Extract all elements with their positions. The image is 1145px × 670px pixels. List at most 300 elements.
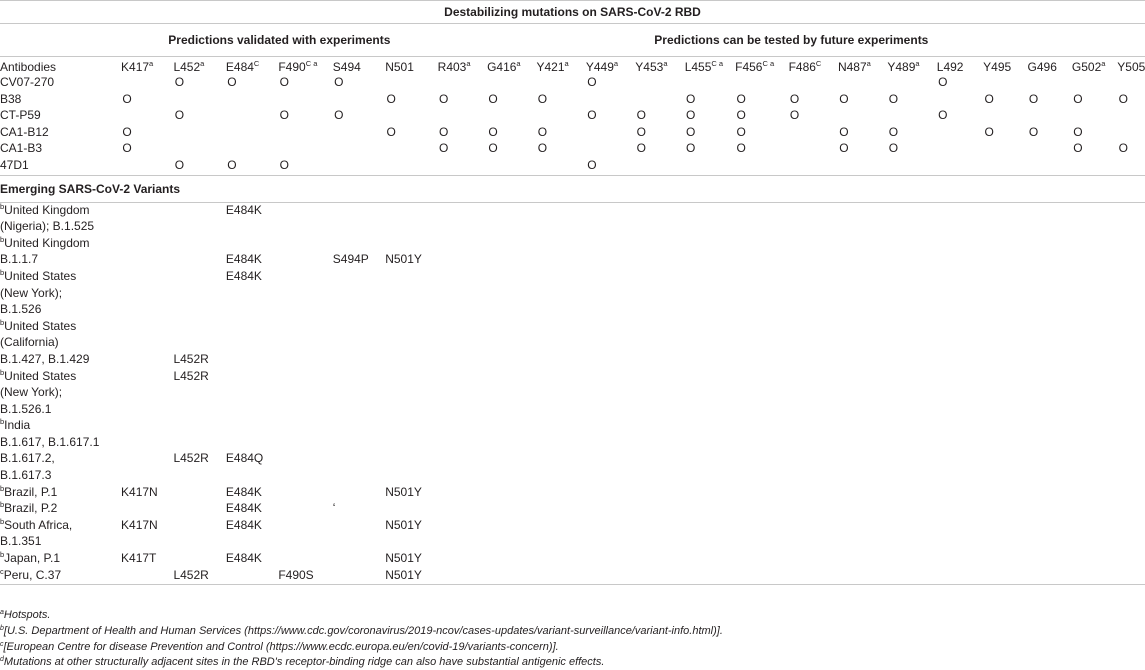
superscript: C a: [305, 59, 318, 68]
superscript: a: [613, 59, 619, 68]
mark-cell: [536, 75, 585, 92]
empty-cell: [586, 402, 635, 419]
variant-mutation: [121, 534, 173, 551]
variant-mutation: [385, 501, 437, 518]
variant-mutation: [173, 302, 225, 319]
variant-row: [0, 451, 1145, 468]
variant-name-text: (California): [0, 335, 59, 350]
antibody-name: B38: [0, 91, 22, 106]
empty-cell: [789, 568, 838, 585]
empty-cell: [937, 252, 983, 269]
mark-cell: [735, 92, 788, 109]
empty-cell: [635, 435, 684, 452]
superscript: a: [200, 59, 205, 68]
mutation-text: F490S: [278, 567, 314, 582]
variant-mutation: [121, 202, 173, 219]
empty-cell: [887, 252, 936, 269]
group-validated: Predictions validated with experiments: [168, 33, 391, 47]
destabilizing-mark: O: [1118, 91, 1128, 106]
empty-cell: [1028, 501, 1072, 518]
mark-cell: [438, 75, 487, 92]
mark-cell: [333, 141, 385, 158]
empty-cell: [1028, 302, 1072, 319]
destabilizing-mark: O: [1073, 124, 1083, 139]
empty-cell: [1072, 402, 1117, 419]
empty-cell: [838, 501, 887, 518]
variant-name-text: United States: [4, 268, 77, 283]
destabilizing-mark: O: [1028, 124, 1039, 139]
variant-name: [0, 501, 121, 518]
empty-cell: [838, 269, 887, 286]
empty-cell: [789, 236, 838, 253]
empty-cell: [1072, 302, 1117, 319]
mark-cell: [789, 108, 838, 125]
empty-cell: [937, 286, 983, 303]
mark-cell: [735, 158, 788, 175]
empty-cell: [838, 286, 887, 303]
destabilizing-mark: O: [279, 75, 289, 89]
empty-cell: [983, 369, 1027, 386]
empty-cell: [487, 485, 536, 502]
mutation-text: E484K: [225, 501, 262, 516]
empty-cell: [1028, 202, 1072, 219]
empty-cell: [887, 568, 936, 585]
empty-cell: [586, 468, 635, 485]
empty-cell: [789, 252, 838, 269]
empty-cell: [887, 385, 936, 402]
empty-cell: [536, 534, 585, 551]
empty-cell: [685, 501, 735, 518]
destabilizing-mark: O: [1028, 91, 1039, 106]
variant-row: [0, 534, 1145, 551]
empty-cell: [937, 202, 983, 219]
destabilizing-mark: O: [279, 157, 289, 172]
variant-mutation: [121, 451, 173, 468]
mark-cell: [385, 108, 437, 125]
empty-cell: [735, 269, 788, 286]
empty-cell: [735, 485, 788, 502]
variant-mutation: [173, 202, 225, 219]
empty-cell: [1028, 418, 1072, 435]
destabilizing-mark: O: [636, 141, 646, 156]
mark-cell: [173, 125, 225, 142]
mark-cell: [173, 158, 225, 175]
variant-mutation: [385, 319, 437, 336]
empty-cell: [586, 219, 635, 236]
empty-cell: [937, 418, 983, 435]
antibody-row: [0, 158, 1145, 175]
empty-cell: [635, 501, 684, 518]
empty-cell: [685, 335, 735, 352]
variant-row: [0, 202, 1145, 219]
variant-row: [0, 485, 1145, 502]
empty-cell: [1117, 518, 1145, 535]
variant-mutation: [173, 319, 225, 336]
empty-cell: [983, 352, 1027, 369]
mark-cell: [536, 92, 585, 109]
empty-cell: [586, 451, 635, 468]
variant-name: [0, 485, 121, 502]
variant-mutation: [226, 236, 278, 253]
empty-cell: [536, 435, 585, 452]
antibody-name: CA1-B3: [0, 141, 43, 156]
empty-cell: [937, 385, 983, 402]
empty-cell: [789, 551, 838, 568]
antibody-name: 47D1: [0, 157, 29, 172]
mark-cell: [121, 125, 173, 142]
column-label: L455: [684, 60, 712, 74]
empty-cell: [536, 219, 585, 236]
empty-cell: [487, 302, 536, 319]
empty-cell: [735, 335, 788, 352]
variant-name: [0, 468, 121, 485]
column-label: F490: [278, 60, 306, 74]
empty-cell: [487, 418, 536, 435]
mark-cell: [1117, 158, 1145, 175]
empty-cell: [438, 385, 487, 402]
empty-cell: [438, 219, 487, 236]
empty-cell: [887, 335, 936, 352]
mark-cell: [173, 92, 225, 109]
empty-cell: [983, 468, 1027, 485]
empty-cell: [487, 468, 536, 485]
variant-row: [0, 352, 1145, 369]
empty-cell: [685, 302, 735, 319]
destabilizing-mark: O: [984, 124, 994, 139]
empty-cell: [937, 219, 983, 236]
empty-cell: [635, 534, 684, 551]
empty-cell: [1072, 435, 1117, 452]
empty-cell: [438, 485, 487, 502]
mark-cell: [1117, 75, 1145, 92]
superscript: C a: [762, 59, 775, 68]
empty-cell: [937, 501, 983, 518]
mark-cell: [1072, 141, 1117, 158]
empty-cell: [635, 402, 684, 419]
mark-cell: [487, 141, 536, 158]
destabilizing-mark: O: [636, 108, 646, 123]
empty-cell: [838, 302, 887, 319]
empty-cell: [1072, 551, 1117, 568]
destabilizing-mark: O: [686, 91, 696, 106]
variant-name-text: B.1.427, B.1.429: [0, 351, 90, 366]
variant-mutation: [333, 369, 385, 386]
destabilizing-mark: O: [334, 75, 344, 89]
mutation-text: K417T: [121, 551, 157, 566]
column-label: F486: [788, 60, 816, 74]
variant-mutation: [333, 286, 385, 303]
mark-cell: [635, 141, 684, 158]
mutation-text: L452R: [173, 351, 209, 366]
mark-cell: [278, 108, 332, 125]
empty-cell: [887, 534, 936, 551]
variant-mutation: [278, 319, 332, 336]
empty-cell: [983, 568, 1027, 585]
variant-mutation: [278, 468, 332, 485]
variant-mutation: [278, 385, 332, 402]
empty-cell: [1117, 568, 1145, 585]
variant-row: [0, 286, 1145, 303]
variant-mutation: [385, 534, 437, 551]
variant-row: [0, 402, 1145, 419]
destabilizing-mark: O: [279, 108, 289, 123]
mark-cell: [173, 75, 225, 92]
mutation-text: N501Y: [385, 252, 422, 267]
destabilizing-mark: O: [537, 91, 548, 106]
mark-cell: [635, 108, 684, 125]
empty-cell: [937, 435, 983, 452]
destabilizing-mark: O: [174, 108, 185, 123]
empty-cell: [789, 286, 838, 303]
variant-mutation: [121, 319, 173, 336]
variant-mutation: [226, 485, 278, 502]
empty-cell: [487, 551, 536, 568]
empty-cell: [685, 385, 735, 402]
variant-name: [0, 202, 121, 219]
destabilizing-mark: O: [686, 108, 696, 123]
mutation-text: K417N: [121, 517, 158, 532]
variant-row: [0, 252, 1145, 269]
variant-mutation: [121, 369, 173, 386]
variant-mutation: [385, 202, 437, 219]
empty-cell: [735, 551, 788, 568]
mark-cell: [1072, 158, 1117, 175]
variant-mutation: [226, 402, 278, 419]
destabilizing-mark: O: [839, 91, 849, 106]
table-title: Destabilizing mutations on SARS-CoV-2 RBD: [444, 5, 701, 19]
empty-cell: [487, 202, 536, 219]
column-label: Y453: [635, 60, 664, 74]
empty-cell: [937, 551, 983, 568]
antibody-row: [0, 108, 1145, 125]
mark-cell: [487, 75, 536, 92]
mark-cell: [983, 125, 1027, 142]
empty-cell: [735, 518, 788, 535]
variant-mutation: [226, 352, 278, 369]
variant-mutation: [226, 202, 278, 219]
empty-cell: [586, 551, 635, 568]
empty-cell: [1072, 501, 1117, 518]
empty-cell: [937, 302, 983, 319]
mark-cell: [789, 75, 838, 92]
column-label: Antibodies: [0, 60, 57, 74]
variant-mutation: [333, 402, 385, 419]
mark-cell: [586, 158, 635, 175]
column-label: G496: [1027, 60, 1057, 74]
empty-cell: [635, 252, 684, 269]
empty-cell: [487, 534, 536, 551]
variant-name-text: B.1.617.2,: [0, 451, 55, 466]
empty-cell: [536, 418, 585, 435]
variants-heading: Emerging SARS-CoV-2 Variants: [0, 181, 181, 196]
empty-cell: [937, 352, 983, 369]
mutation-text: ʻ: [332, 501, 336, 516]
empty-cell: [536, 485, 585, 502]
empty-cell: [438, 501, 487, 518]
variant-mutation: [121, 551, 173, 568]
empty-cell: [838, 236, 887, 253]
column-header: [635, 57, 684, 76]
empty-cell: [685, 534, 735, 551]
empty-cell: [887, 352, 936, 369]
superscript: d: [0, 656, 4, 663]
empty-cell: [1117, 534, 1145, 551]
superscript: b: [0, 234, 5, 244]
empty-cell: [735, 319, 788, 336]
empty-cell: [1028, 402, 1072, 419]
empty-cell: [1072, 418, 1117, 435]
superscript: b: [0, 417, 5, 427]
mark-cell: [887, 75, 936, 92]
variant-mutation: [226, 286, 278, 303]
variant-name: [0, 335, 121, 352]
empty-cell: [983, 435, 1027, 452]
variant-mutation: [278, 335, 332, 352]
destabilizing-mark: O: [1073, 141, 1083, 156]
variant-mutation: [385, 518, 437, 535]
empty-cell: [635, 485, 684, 502]
empty-cell: [487, 335, 536, 352]
empty-cell: [735, 352, 788, 369]
superscript: b: [0, 367, 5, 377]
mark-cell: [838, 75, 887, 92]
empty-cell: [1072, 252, 1117, 269]
destabilizing-mark: O: [537, 124, 548, 139]
mark-cell: [333, 125, 385, 142]
variant-mutation: [278, 202, 332, 219]
empty-cell: [635, 568, 684, 585]
variant-name: [0, 252, 121, 269]
mark-cell: [333, 75, 385, 92]
variant-mutation: [121, 501, 173, 518]
empty-cell: [735, 534, 788, 551]
mark-cell: [789, 125, 838, 142]
mutation-text: L452R: [173, 567, 209, 582]
destabilizing-mark: O: [839, 124, 849, 139]
empty-cell: [937, 451, 983, 468]
destabilizing-mark: O: [789, 91, 800, 106]
mutation-text: E484K: [225, 202, 262, 217]
empty-cell: [735, 568, 788, 585]
variant-mutation: [226, 501, 278, 518]
empty-cell: [635, 302, 684, 319]
superscript: a: [663, 59, 668, 68]
empty-cell: [838, 385, 887, 402]
mark-cell: [438, 125, 487, 142]
empty-cell: [586, 385, 635, 402]
empty-cell: [838, 468, 887, 485]
variant-name: [0, 451, 121, 468]
empty-cell: [1117, 269, 1145, 286]
column-label: Y495: [983, 60, 1012, 74]
destabilizing-mark: O: [587, 75, 597, 89]
mark-cell: [838, 158, 887, 175]
empty-cell: [586, 236, 635, 253]
empty-cell: [1117, 202, 1145, 219]
empty-cell: [1028, 335, 1072, 352]
empty-cell: [838, 319, 887, 336]
destabilizing-mark: O: [587, 108, 597, 123]
mark-cell: [1028, 158, 1072, 175]
empty-cell: [1072, 369, 1117, 386]
mark-cell: [586, 125, 635, 142]
mark-cell: [487, 92, 536, 109]
mark-cell: [735, 108, 788, 125]
mark-cell: [685, 75, 735, 92]
variant-row: [0, 501, 1145, 518]
empty-cell: [586, 534, 635, 551]
empty-cell: [735, 451, 788, 468]
empty-cell: [1117, 319, 1145, 336]
mark-cell: [1117, 141, 1145, 158]
empty-cell: [685, 236, 735, 253]
mark-cell: [536, 108, 585, 125]
empty-cell: [487, 435, 536, 452]
variant-row: [0, 568, 1145, 585]
empty-cell: [586, 501, 635, 518]
empty-cell: [735, 418, 788, 435]
empty-cell: [1028, 551, 1072, 568]
empty-cell: [487, 568, 536, 585]
variant-mutation: [333, 435, 385, 452]
column-header: [385, 57, 437, 76]
variant-name: [0, 286, 121, 303]
empty-cell: [887, 269, 936, 286]
empty-cell: [685, 485, 735, 502]
empty-cell: [536, 252, 585, 269]
empty-cell: [536, 451, 585, 468]
variant-mutation: [173, 269, 225, 286]
column-label: N501: [385, 60, 414, 74]
mark-cell: [226, 158, 278, 175]
variant-mutation: [226, 319, 278, 336]
empty-cell: [983, 501, 1027, 518]
superscript: b: [0, 317, 5, 327]
empty-cell: [536, 518, 585, 535]
mutation-text: K417N: [121, 484, 158, 499]
empty-cell: [487, 269, 536, 286]
empty-cell: [487, 518, 536, 535]
mark-cell: [1072, 125, 1117, 142]
variant-mutation: [173, 286, 225, 303]
empty-cell: [735, 435, 788, 452]
empty-cell: [983, 219, 1027, 236]
variant-mutation: [385, 369, 437, 386]
empty-cell: [789, 385, 838, 402]
empty-cell: [789, 219, 838, 236]
mark-cell: [838, 108, 887, 125]
empty-cell: [635, 352, 684, 369]
variant-name-text: B.1.351: [0, 534, 42, 549]
mark-cell: [887, 158, 936, 175]
mark-cell: [438, 92, 487, 109]
mark-cell: [121, 92, 173, 109]
empty-cell: [887, 451, 936, 468]
destabilizing-mark: O: [122, 124, 132, 139]
empty-cell: [487, 385, 536, 402]
empty-cell: [586, 252, 635, 269]
mark-cell: [385, 125, 437, 142]
empty-cell: [937, 402, 983, 419]
variant-name: [0, 385, 121, 402]
column-header: [333, 57, 385, 76]
empty-cell: [1072, 286, 1117, 303]
empty-cell: [536, 302, 585, 319]
variant-mutation: [121, 402, 173, 419]
empty-cell: [685, 551, 735, 568]
empty-cell: [937, 369, 983, 386]
empty-cell: [536, 551, 585, 568]
